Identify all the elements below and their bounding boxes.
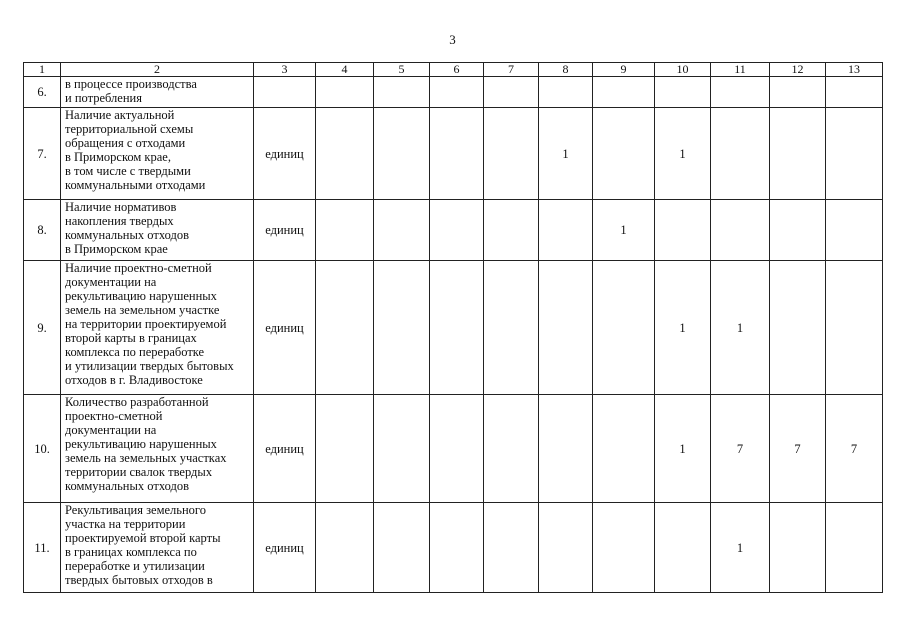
value-cell-col-7 — [484, 108, 539, 200]
value-cell-col-8 — [539, 200, 593, 261]
column-header-6: 6 — [430, 63, 484, 77]
value-cell-col-12 — [770, 77, 826, 108]
value-cell-col-13 — [826, 200, 883, 261]
value-cell-col-5 — [374, 200, 430, 261]
row-number: 11. — [24, 503, 61, 593]
table-row — [24, 503, 883, 593]
row-number: 10. — [24, 395, 61, 503]
value-cell-col-4 — [316, 503, 374, 593]
table-body — [24, 63, 883, 593]
value-cell-col-12 — [770, 503, 826, 593]
value-cell-col-10 — [655, 503, 711, 593]
column-header-11: 11 — [711, 63, 770, 77]
value-cell-col-13 — [826, 108, 883, 200]
value-cell-col-5 — [374, 503, 430, 593]
value-cell-col-9 — [593, 395, 655, 503]
value-cell-col-12 — [770, 108, 826, 200]
value-cell-col-9 — [593, 261, 655, 395]
row-number: 6. — [24, 77, 61, 108]
column-header-9: 9 — [593, 63, 655, 77]
value-cell-col-7 — [484, 503, 539, 593]
unit-of-measure: единиц — [254, 200, 316, 261]
row-number: 7. — [24, 108, 61, 200]
column-header-1: 1 — [24, 63, 61, 77]
value-cell-col-10: 1 — [655, 395, 711, 503]
indicator-description: Наличие актуальной территориальной схемы обращения с отходами в Приморском крае, в том числе с твердыми коммунальными отходами — [61, 108, 254, 200]
value-cell-col-12: 7 — [770, 395, 826, 503]
value-cell-col-4 — [316, 395, 374, 503]
value-cell-col-5 — [374, 77, 430, 108]
value-cell-col-5 — [374, 395, 430, 503]
value-cell-col-4 — [316, 108, 374, 200]
unit-of-measure: единиц — [254, 395, 316, 503]
value-cell-col-13 — [826, 77, 883, 108]
table-row — [24, 77, 883, 108]
value-cell-col-11 — [711, 108, 770, 200]
column-header-13: 13 — [826, 63, 883, 77]
value-cell-col-9 — [593, 503, 655, 593]
table-row — [24, 200, 883, 261]
column-header-3: 3 — [254, 63, 316, 77]
value-cell-col-7 — [484, 200, 539, 261]
value-cell-col-7 — [484, 77, 539, 108]
value-cell-col-4 — [316, 77, 374, 108]
indicator-description: Наличие нормативов накопления твердых коммунальных отходов в Приморском крае — [61, 200, 254, 261]
value-cell-col-9: 1 — [593, 200, 655, 261]
column-header-10: 10 — [655, 63, 711, 77]
value-cell-col-11 — [711, 77, 770, 108]
table-header-row — [24, 63, 883, 77]
value-cell-col-6 — [430, 200, 484, 261]
indicators-table — [23, 62, 883, 593]
unit-of-measure: единиц — [254, 503, 316, 593]
value-cell-col-6 — [430, 395, 484, 503]
value-cell-col-6 — [430, 108, 484, 200]
indicator-description: Рекультивация земельного участка на территории проектируемой второй карты в границах комплекса по переработке и утилизации твердых бытовых отходов в — [61, 503, 254, 593]
unit-of-measure: единиц — [254, 108, 316, 200]
value-cell-col-6 — [430, 503, 484, 593]
column-header-7: 7 — [484, 63, 539, 77]
page-number: 3 — [449, 32, 456, 47]
value-cell-col-7 — [484, 395, 539, 503]
value-cell-col-13: 7 — [826, 395, 883, 503]
column-header-5: 5 — [374, 63, 430, 77]
indicator-description: Количество разработанной проектно-сметной документации на рекультивацию нарушенных земель на земельных участках территории свалок твердых коммунальных отходов — [61, 395, 254, 503]
value-cell-col-8: 1 — [539, 108, 593, 200]
value-cell-col-10 — [655, 77, 711, 108]
value-cell-col-6 — [430, 261, 484, 395]
value-cell-col-6 — [430, 77, 484, 108]
value-cell-col-12 — [770, 261, 826, 395]
value-cell-col-5 — [374, 108, 430, 200]
value-cell-col-8 — [539, 395, 593, 503]
column-header-8: 8 — [539, 63, 593, 77]
row-number: 8. — [24, 200, 61, 261]
value-cell-col-8 — [539, 77, 593, 108]
value-cell-col-9 — [593, 77, 655, 108]
value-cell-col-9 — [593, 108, 655, 200]
unit-of-measure: единиц — [254, 261, 316, 395]
row-number: 9. — [24, 261, 61, 395]
indicator-description: в процессе производства и потребления — [61, 77, 254, 108]
value-cell-col-12 — [770, 200, 826, 261]
value-cell-col-10 — [655, 200, 711, 261]
unit-of-measure — [254, 77, 316, 108]
value-cell-col-11: 1 — [711, 503, 770, 593]
value-cell-col-4 — [316, 261, 374, 395]
value-cell-col-13 — [826, 261, 883, 395]
value-cell-col-4 — [316, 200, 374, 261]
value-cell-col-11: 7 — [711, 395, 770, 503]
value-cell-col-10: 1 — [655, 108, 711, 200]
value-cell-col-11 — [711, 200, 770, 261]
table-row — [24, 261, 883, 395]
value-cell-col-8 — [539, 261, 593, 395]
column-header-4: 4 — [316, 63, 374, 77]
table-row — [24, 395, 883, 503]
value-cell-col-7 — [484, 261, 539, 395]
value-cell-col-10: 1 — [655, 261, 711, 395]
value-cell-col-13 — [826, 503, 883, 593]
column-header-12: 12 — [770, 63, 826, 77]
table-row — [24, 108, 883, 200]
indicator-description: Наличие проектно-сметной документации на рекультивацию нарушенных земель на земельном участке на территории проектируемой второй карты в границах комплекса по переработке и утилизации твердых бытовых отходов в г. Владивостоке — [61, 261, 254, 395]
value-cell-col-11: 1 — [711, 261, 770, 395]
value-cell-col-5 — [374, 261, 430, 395]
column-header-2: 2 — [61, 63, 254, 77]
value-cell-col-8 — [539, 503, 593, 593]
